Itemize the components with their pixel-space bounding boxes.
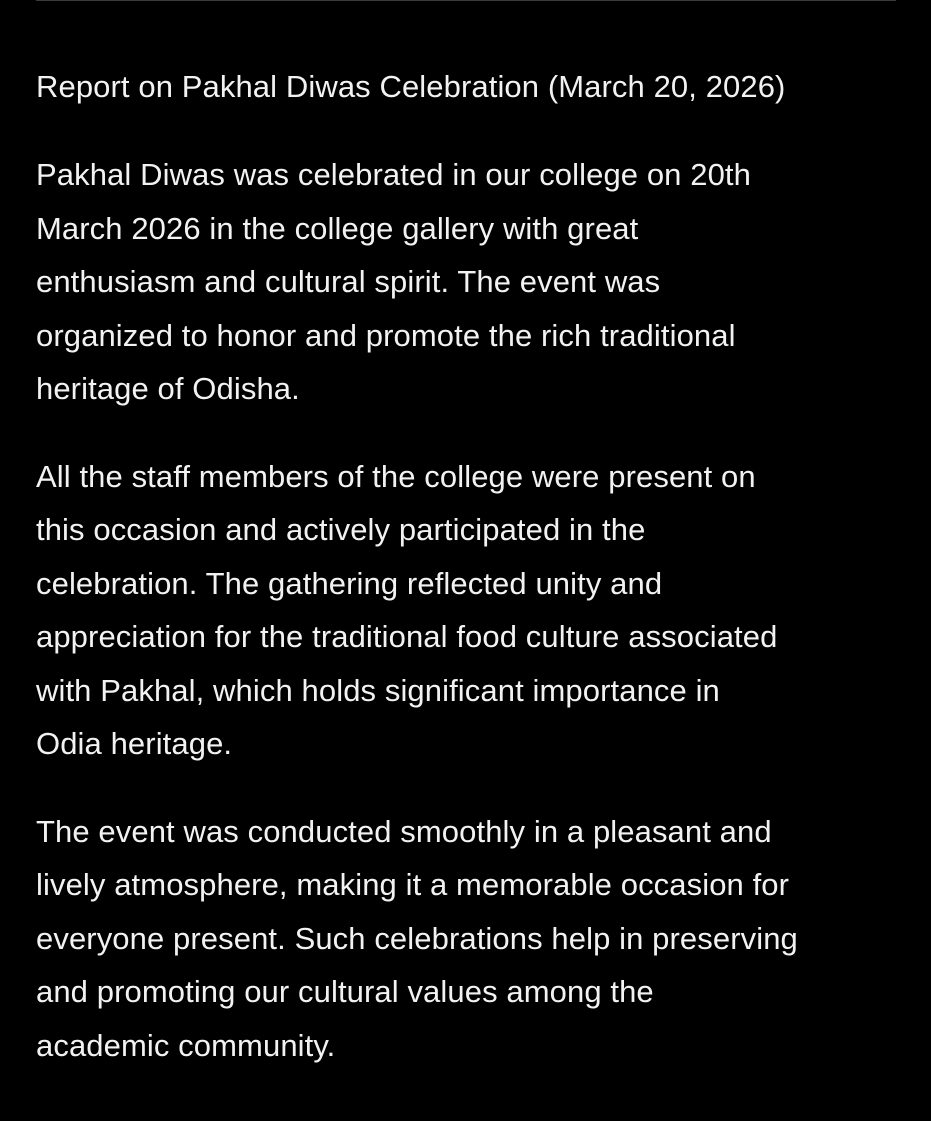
paragraph-line: organized to honor and promote the rich traditional: [36, 317, 736, 353]
paragraph-line: academic community.: [36, 1027, 336, 1063]
paragraph-line: The event was conducted smoothly in a pleasant and: [36, 813, 772, 849]
paragraph-2: [36, 450, 906, 771]
paragraph-line: March 2026 in the college gallery with great: [36, 210, 639, 246]
paragraph-line: everyone present. Such celebrations help in preserving: [36, 920, 798, 956]
paragraph-line: All the staff members of the college were present on: [36, 458, 756, 494]
paragraph-1: [36, 148, 906, 416]
paragraph-3: [36, 805, 906, 1073]
paragraph-line: enthusiasm and cultural spirit. The event was: [36, 264, 661, 299]
paragraph-line: heritage of Odisha.: [36, 371, 300, 406]
document-body: [36, 60, 906, 1106]
report-title: Report on Pakhal Diwas Celebration (March 20, 2026): [36, 69, 786, 104]
paragraph-line: lively atmosphere, making it a memorable occasion for: [36, 867, 790, 902]
paragraph-line: this occasion and actively participated in the: [36, 512, 646, 547]
paragraph-line: appreciation for the traditional food culture associated: [36, 619, 778, 654]
paragraph-line: with Pakhal, which holds significant importance in: [36, 672, 720, 708]
paragraph-line: Pakhal Diwas was celebrated in our college on 20th: [36, 157, 751, 192]
paragraph-line: and promoting our cultural values among the: [36, 974, 654, 1009]
paragraph-line: Odia heritage.: [36, 726, 233, 761]
paragraph-line: celebration. The gathering reflected unity and: [36, 565, 663, 601]
top-divider: [36, 0, 896, 1]
